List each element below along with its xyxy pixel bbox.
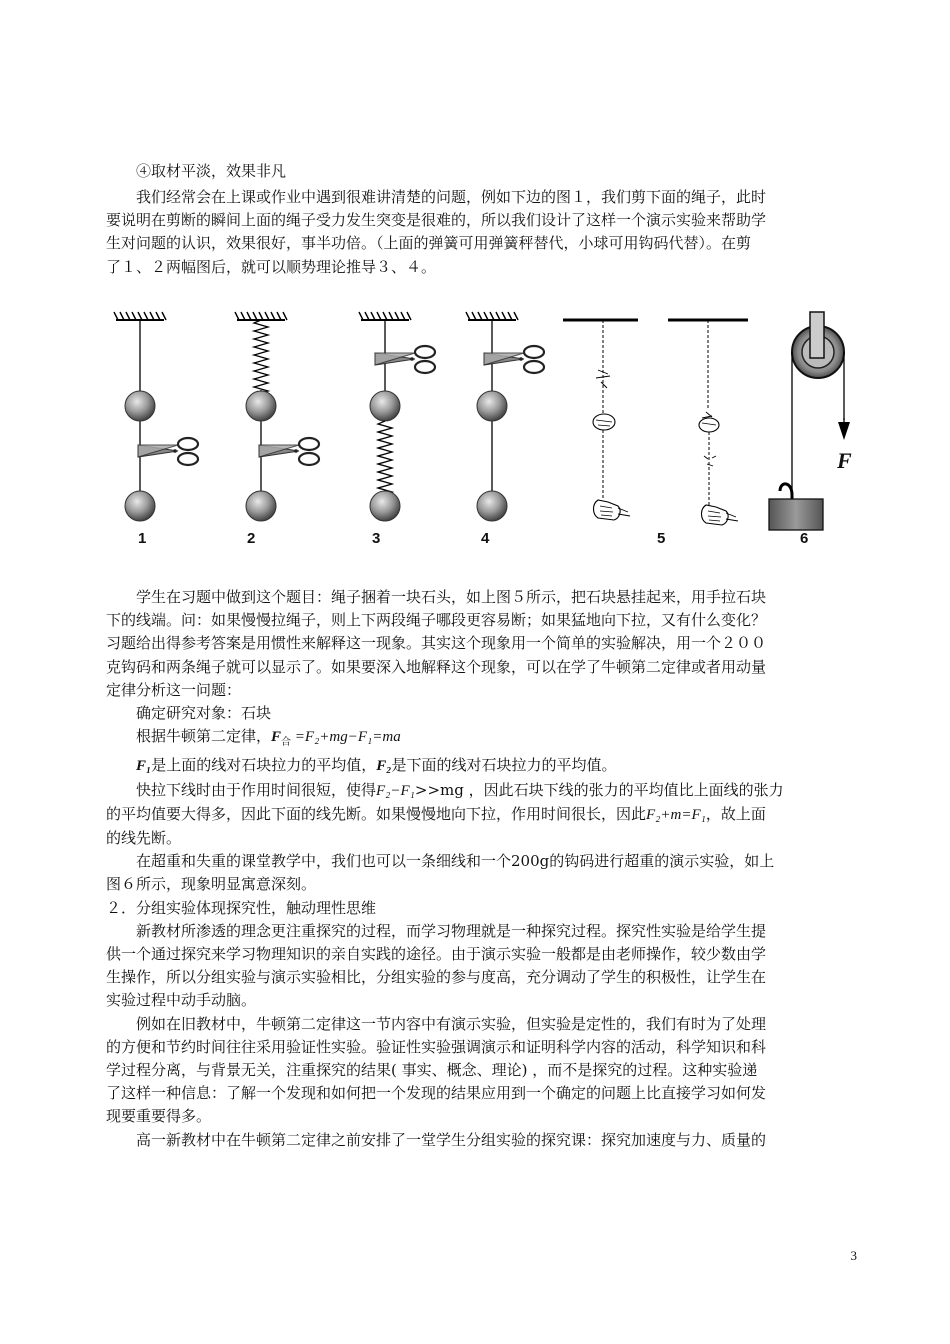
figure-5: [563, 320, 638, 520]
f2-text: 是下面的线对石块拉力的平均值。: [391, 756, 617, 775]
text-line: 下的线端。问：如果慢慢拉绳子，则上下两段绳子哪段更容易断；如果猛地向下拉，又有什么变化？: [106, 611, 767, 630]
figure-label-1: 1: [138, 530, 147, 547]
text-line: 的方便和节约时间往往采用验证性实验。验证性实验强调演示和证明科学内容的活动，科学知识和科: [106, 1037, 767, 1056]
text-line: 要说明在剪断的瞬间上面的绳子受力发生突变是很难的，所以我们设计了这样一个演示实验来帮助学: [106, 211, 767, 230]
formula-rest: =F₂+mg−F₁=ma: [291, 729, 401, 746]
text-line: 了这样一种信息：了解一个发现和如何把一个发现的结果应用到一个确定的问题上比直接学习如何发: [106, 1084, 767, 1103]
text-line: 图６所示，现象明显寓意深刻。: [106, 875, 317, 894]
para3-line2b: F₂+m=F₁: [646, 806, 706, 823]
text-line: 现要重要得多。: [106, 1107, 212, 1126]
f2-symbol: F₂: [376, 758, 392, 775]
text-line: [106, 779, 844, 803]
figure-6: [668, 320, 748, 525]
para3-a: 快拉下线时由于作用时间很短，使得: [136, 780, 377, 799]
force-description: [106, 754, 844, 778]
text-line: 的线先断。: [106, 829, 182, 848]
section-heading-4: [106, 160, 844, 183]
newton-equation: [106, 725, 844, 754]
section-heading-text: ④取材平淡，效果非凡: [136, 162, 287, 180]
figure-pulley: [769, 312, 850, 530]
formula-F: F: [271, 729, 282, 746]
force-label: F: [837, 448, 852, 473]
page-number: 3: [850, 1248, 857, 1263]
text-line: [106, 803, 844, 827]
text-line: 了１、２两幅图后，就可以顺势理论推导３、４。: [106, 257, 437, 276]
text-line: 新教材所渗透的理念更注重探究的过程，而学习物理就是一种探究过程。探究性实验是给学生提: [136, 921, 767, 940]
figure-label-6: 6: [800, 530, 809, 547]
text-line: 例如在旧教材中，牛顿第二定律这一节内容中有演示实验，但实验是定性的，我们有时为了处理: [136, 1014, 767, 1033]
text-line: 学过程分离，与背景无关，注重探究的结果( 事实、概念、理论) ，而不是探究的过程。这种实验递: [106, 1061, 758, 1080]
text-line: 在超重和失重的课堂教学中，我们也可以一条细线和一个200g的钩码进行超重的演示实验，如上: [136, 852, 775, 871]
text-line: 生操作，所以分组实验与演示实验相比，分组实验的参与度高，充分调动了学生的积极性，让学生在: [106, 968, 767, 987]
section-heading-2: ２．分组实验体现探究性，触动理性思维: [106, 898, 377, 917]
figure-2: [235, 312, 319, 521]
text-line: 高一新教材中在牛顿第二定律之前安排了一堂学生分组实验的探究课：探究加速度与力、质量的: [136, 1130, 767, 1149]
text-line: 生对问题的认识，效果很好，事半功倍。（上面的弹簧可用弹簧秤替代，小球可用钩码代替）。在剪: [106, 234, 752, 253]
text-line: 学生在习题中做到这个题目：绳子捆着一块石头，如上图５所示，把石块悬挂起来，用手拉石块: [136, 588, 767, 606]
text-line: 实验过程中动手动脑。: [106, 991, 257, 1010]
figure-4: [466, 312, 544, 521]
figure-label-2: 2: [247, 530, 256, 547]
f1-symbol: F₁: [136, 758, 152, 775]
text-line: 克钩码和两条绳子就可以显示了。如果要深入地解释这个现象，可以在学了牛顿第二定律或者用动量: [106, 657, 767, 676]
text-line: 供一个通过探究来学习物理知识的亲自实践的途径。由于演示实验一般都是由老师操作，较少数由学: [106, 945, 767, 964]
figure-drawing: [108, 300, 868, 562]
text-line: 我们经常会在上课或作业中遇到很难讲清楚的问题，例如下边的图１，我们剪下面的绳子，此时: [136, 188, 767, 206]
figure-label-3: 3: [372, 530, 381, 547]
paragraph-1: [106, 186, 844, 279]
experiment-figure: [108, 300, 868, 562]
research-object: 确定研究对象：石块: [136, 704, 272, 723]
figure-1: [114, 312, 198, 521]
formula-sub: 合: [281, 737, 292, 749]
newton-prefix: 根据牛顿第二定律，: [136, 727, 272, 746]
para3-c: >>mg ，因此石块下线的张力的平均值比上面线的张力: [414, 780, 784, 799]
para3-b: F₂−F₁: [376, 782, 415, 799]
figure-3: [359, 312, 435, 521]
figure-label-5: 5: [657, 530, 666, 547]
text-line: 习题给出得参考答案是用惯性来解释这一现象。其实这个现象用一个简单的实验解决，用一个２００: [106, 634, 767, 653]
f1-text: 是上面的线对石块拉力的平均值，: [151, 756, 377, 775]
paragraph-2: [106, 586, 844, 1152]
figure-label-4: 4: [481, 530, 490, 547]
text-line: 定律分析这一问题：: [106, 680, 242, 699]
para3-line2a: 的平均值要大得多，因此下面的线先断。如果慢慢地向下拉，作用时间很长，因此: [106, 804, 647, 823]
para3-line2c: ，故上面: [705, 804, 766, 823]
